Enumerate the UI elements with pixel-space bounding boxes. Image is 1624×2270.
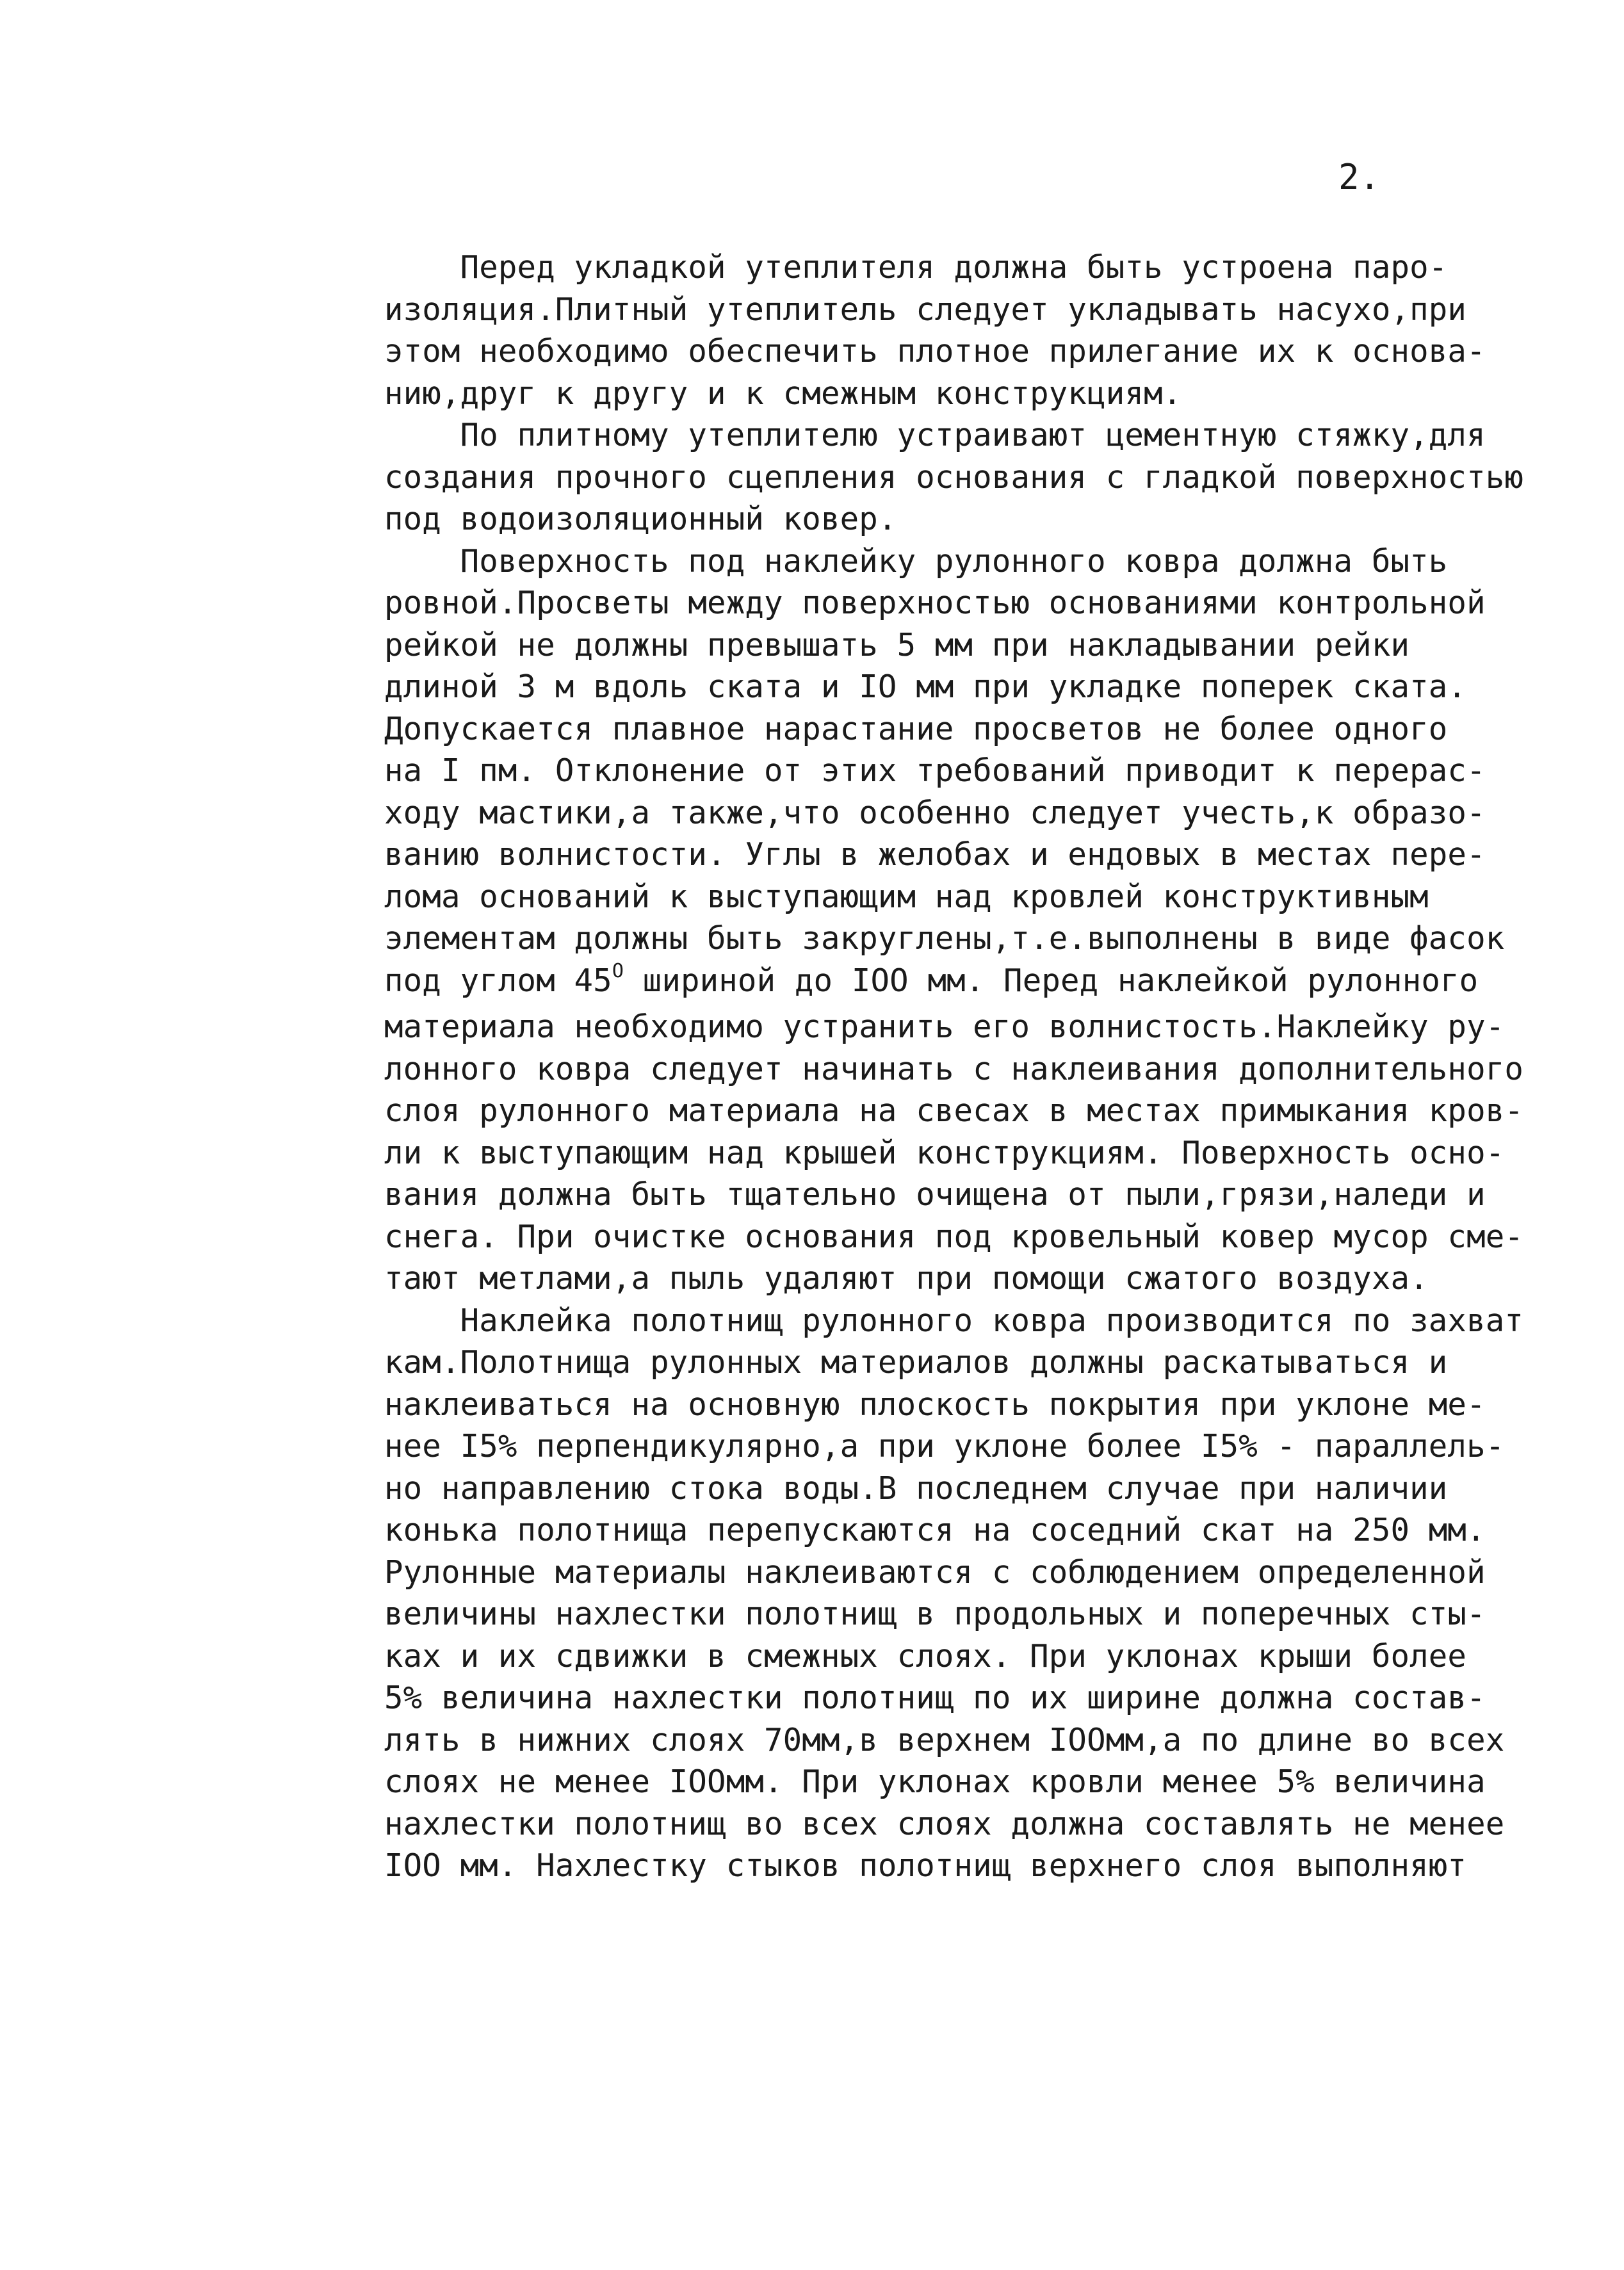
paragraph-screed xyxy=(384,414,1588,540)
text-line-angle xyxy=(384,960,1588,1007)
text-line: снега. При очистке основания под кровельный ковер мусор сме- xyxy=(384,1218,1524,1255)
text-line: слоя рулонного материала на свесах в местах примыкания кров- xyxy=(384,1092,1524,1129)
text-line: наклеиваться на основную плоскость покрытия при уклоне ме- xyxy=(384,1386,1486,1423)
text-line: 5% величина нахлестки полотнищ по их ширине должна состав- xyxy=(384,1680,1486,1716)
text-line: ванию волнистости. Углы в желобах и ендовых в местах пере- xyxy=(384,836,1486,873)
text-line: нее I5% перпендикулярно,а при уклоне более I5% - параллель- xyxy=(384,1428,1505,1464)
text-line: конька полотнища перепускаются на соседний скат на 250 мм. xyxy=(384,1512,1486,1548)
text-line: величины нахлестки полотнищ в продольных и поперечных сты- xyxy=(384,1596,1486,1632)
text-line: лонного ковра следует начинать с наклеивания дополнительного xyxy=(384,1050,1524,1087)
text-line: материала необходимо устранить его волнистость.Наклейку ру- xyxy=(384,1009,1505,1045)
text-line: нию,друг к другу и к смежным конструкциям. xyxy=(384,375,1182,412)
text-line: ходу мастики,а также,что особенно следует учесть,к образо- xyxy=(384,794,1486,831)
angle-line-after: шириной до IOO мм. Перед наклейкой рулонного xyxy=(624,962,1479,999)
text-line: изоляция.Плитный утеплитель следует укладывать насухо,при xyxy=(384,291,1467,328)
text-line: элементам должны быть закруглены,т.е.выполнены в виде фасок xyxy=(384,920,1505,957)
text-line: на I пм. Отклонение от этих требований приводит к перерас- xyxy=(384,752,1486,789)
text-line: тают метлами,а пыль удаляют при помощи сжатого воздуха. xyxy=(384,1260,1429,1297)
text-line: IOO мм. Нахлестку стыков полотнищ верхнего слоя выполняют xyxy=(384,1847,1467,1884)
page-number: 2. xyxy=(1338,157,1381,197)
text-line: ках и их сдвижки в смежных слоях. При уклонах крыши более xyxy=(384,1637,1467,1674)
text-line: ли к выступающим над крышей конструкциям. Поверхность осно- xyxy=(384,1134,1505,1171)
text-line: длиной 3 м вдоль ската и IO мм при укладке поперек ската. xyxy=(384,669,1467,705)
text-line: По плитному утеплителю устраивают цементную стяжку,для xyxy=(384,417,1486,453)
angle-line-before: под углом 45 xyxy=(384,962,612,999)
text-line: Перед укладкой утеплителя должна быть устроена паро- xyxy=(384,249,1448,286)
text-line: кам.Полотнища рулонных материалов должны раскатываться и xyxy=(384,1344,1448,1381)
text-line: лять в нижних слоях 70мм,в верхнем IOOмм,а по длине во всех xyxy=(384,1721,1505,1758)
degree-superscript: O xyxy=(612,959,624,982)
text-line: лома оснований к выступающим над кровлей конструктивным xyxy=(384,878,1429,915)
text-line: вания должна быть тщательно очищена от пыли,грязи,наледи и xyxy=(384,1176,1486,1213)
text-line: Рулонные материалы наклеиваются с соблюдением определенной xyxy=(384,1553,1486,1591)
text-line: рейкой не должны превышать 5 мм при накладывании рейки xyxy=(384,626,1410,663)
paragraph-surface-requirements xyxy=(384,540,1588,1300)
text-line: под водоизоляционный ковер. xyxy=(384,501,897,537)
text-line: этом необходимо обеспечить плотное прилегание их к основа- xyxy=(384,333,1486,369)
text-line: Допускается плавное нарастание просветов не более одного xyxy=(384,710,1448,747)
text-line: но направлению стока воды.В последнем случае при наличии xyxy=(384,1470,1448,1507)
text-line: Поверхность под наклейку рулонного ковра должна быть xyxy=(384,542,1448,580)
paragraph-sheet-laying xyxy=(384,1300,1588,1887)
text-line: создания прочного сцепления основания с гладкой поверхностью xyxy=(384,458,1524,496)
text-line: слоях не менее IOOмм. При уклонах кровли менее 5% величина xyxy=(384,1763,1486,1800)
text-line: Наклейка полотнищ рулонного ковра производится по захват xyxy=(384,1302,1524,1339)
document-body xyxy=(384,247,1588,1887)
paragraph-vapor-barrier xyxy=(384,247,1588,414)
text-line: нахлестки полотнищ во всех слоях должна составлять не менее xyxy=(384,1805,1505,1842)
text-line: ровной.Просветы между поверхностью основаниями контрольной xyxy=(384,585,1486,621)
